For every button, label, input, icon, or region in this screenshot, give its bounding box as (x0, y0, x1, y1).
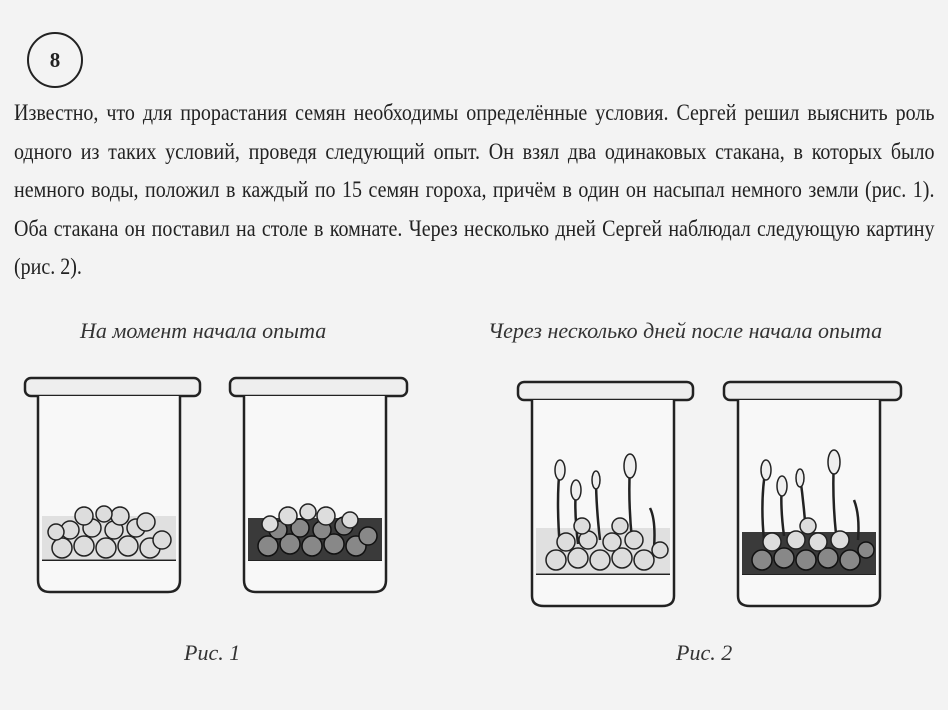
fig1-glass-with-soil (230, 378, 407, 592)
task-number-badge: 8 (27, 32, 83, 88)
figure-2-label: Рис. 2 (676, 640, 733, 665)
caption-after-few-days: Через несколько дней после начала опыта (488, 318, 883, 343)
caption-start-of-experiment: На момент начала опыта (80, 318, 327, 343)
figure-1-label: Рис. 1 (184, 640, 241, 665)
task-text: Известно, что для прорастания семян необходимы определённые условия. Сергей решил выяснить роль одного из таких условий, проведя следующий опыт. Он взял два одинаковых стакана, в которых было немного воды, положил в каждый по 15 семян гороха, причём в один он насыпал немного земли (рис. 1). Оба стакана он поставил на столе в комнате. Через несколько дней Сергей наблюдал следующую картину (рис. 2). (14, 100, 935, 279)
fig2-glass-with-soil (724, 382, 901, 606)
fig2-glass-water-only (518, 382, 693, 606)
fig1-glass-water-only (25, 378, 200, 592)
